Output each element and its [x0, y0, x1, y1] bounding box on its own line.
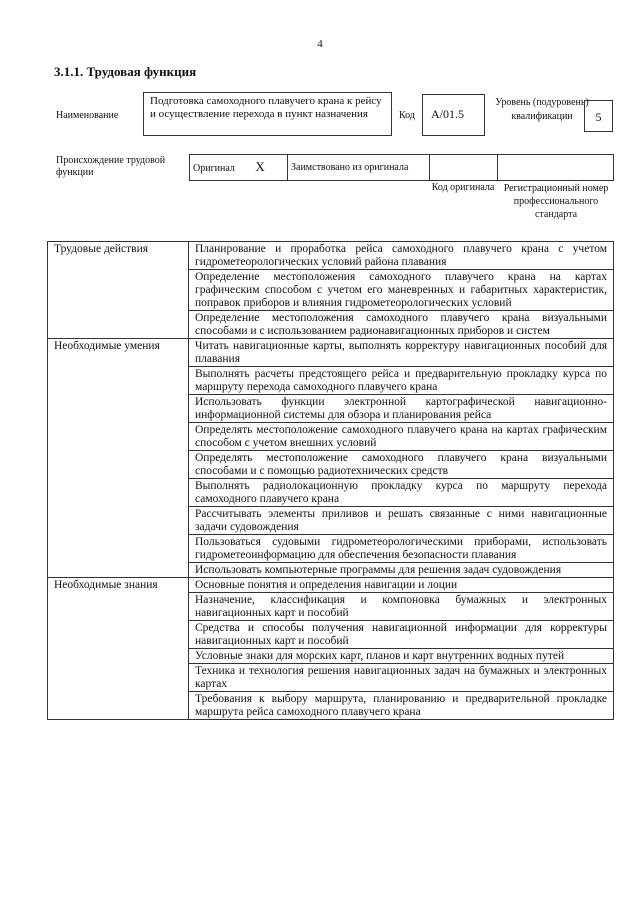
origin-label: Происхождение трудовой функции: [56, 155, 166, 178]
section-item: Определять местоположение самоходного плавучего крана на картах графическим способом с учетом внешних условий: [189, 423, 614, 451]
section-item: Использовать компьютерные программы для решения задач судовождения: [189, 563, 614, 578]
section-title: 3.1.1. Трудовая функция: [54, 64, 197, 79]
section-category: Трудовые действия: [48, 242, 189, 339]
name-label: Наименование: [56, 110, 119, 121]
code-label: Код: [399, 110, 415, 121]
section-item: Определение местоположения самоходного плавучего крана визуальными способами и с использованием радионавигационных приборов и систем: [189, 311, 614, 339]
section-category: Необходимые умения: [48, 339, 189, 578]
table-row: [48, 242, 614, 270]
code-value: А/01.5: [422, 94, 485, 136]
level-value: 5: [584, 100, 613, 132]
reg-number-label: Регистрационный номер профессионального стандарта: [503, 183, 609, 220]
section-item: Планирование и проработка рейса самоходного плавучего крана с учетом гидрометеорологических условий района плавания: [189, 242, 614, 270]
level-label: Уровень (подуровень) квалификации: [495, 97, 589, 122]
original-label: Оригинал: [193, 162, 235, 174]
table-row: [48, 339, 614, 367]
original-mark: X: [255, 158, 265, 174]
section-item: Основные понятия и определения навигации и лоции: [189, 578, 614, 593]
section-item: Пользоваться судовыми гидрометеорологическими приборами, использовать гидрометеоинформацию для обеспечения безопасности плавания: [189, 535, 614, 563]
section-item: Выполнять радиолокационную прокладку курса по маршруту перехода самоходного плавучего крана: [189, 479, 614, 507]
labor-function-table: [47, 241, 614, 720]
section-item: Средства и способы получения навигационной информации для корректуры навигационных карт и пособий: [189, 621, 614, 649]
code-original-label: Код оригинала: [431, 182, 495, 193]
section-item: Требования к выбору маршрута, планированию и предварительной прокладке маршрута рейса самоходного плавучего крана: [189, 692, 614, 720]
reg-number-cell: [498, 155, 614, 181]
origin-table: [189, 154, 614, 181]
code-original-cell: [430, 155, 498, 181]
function-name-value: Подготовка самоходного плавучего крана к рейсу и осуществление перехода в пункт назначения: [143, 92, 392, 136]
section-item: Определять местоположение самоходного плавучего крана визуальными способами и с помощью радиотехнических средств: [189, 451, 614, 479]
section-category: Необходимые знания: [48, 578, 189, 720]
section-item: Выполнять расчеты предстоящего рейса и предварительную прокладку курса по маршруту перехода самоходного плавучего крана: [189, 367, 614, 395]
section-item: Читать навигационные карты, выполнять корректуру навигационных пособий для плавания: [189, 339, 614, 367]
page-number: 4: [317, 38, 323, 50]
original-cell: [190, 155, 288, 181]
section-item: Назначение, классификация и компоновка бумажных и электронных навигационных карт и пособий: [189, 593, 614, 621]
borrowed-label: Заимствовано из оригинала: [288, 155, 430, 181]
table-row: [48, 578, 614, 593]
section-item: Использовать функции электронной картографической навигационно-информационной системы для обзора и планирования рейса: [189, 395, 614, 423]
section-item: Техника и технология решения навигационных задач на бумажных и электронных картах: [189, 664, 614, 692]
section-item: Определение местоположения самоходного плавучего крана на картах графическим способом с учетом его маневренных и габаритных характеристик, поправок приборов и влияния гидрометеорологических условий: [189, 270, 614, 311]
section-item: Рассчитывать элементы приливов и решать связанные с ними навигационные задачи судовождения: [189, 507, 614, 535]
section-item: Условные знаки для морских карт, планов и карт внутренних водных путей: [189, 649, 614, 664]
